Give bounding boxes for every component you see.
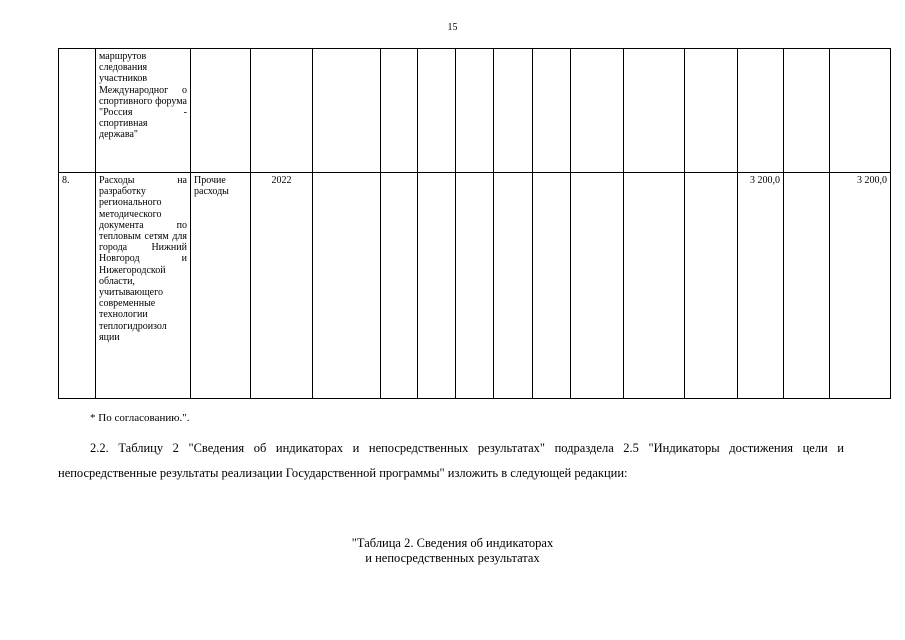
expense-name-cell: маршрутов следования участников Международног о спортивного форума "Россия - спортивная держава": [96, 49, 191, 173]
page-number: 15: [447, 22, 458, 33]
value-cell: [456, 49, 494, 173]
value-cell: [685, 49, 738, 173]
total-cell: 3 200,0: [830, 173, 891, 399]
value-cell: [784, 49, 830, 173]
value-cell: [456, 173, 494, 399]
year-cell: 2022: [251, 173, 313, 399]
body-paragraph: 2.2. Таблицу 2 "Сведения об индикаторах и непосредственных результатах" подраздела 2.5 "Индикаторы достижения цели и непосредственные результаты реализации Государственной программы" изложить в следующей редакции:: [58, 441, 844, 480]
caption-line: "Таблица 2. Сведения об индикаторах: [351, 536, 554, 550]
value-cell: 3 200,0: [738, 173, 784, 399]
value-cell: [313, 173, 381, 399]
table-row: [59, 49, 891, 173]
expense-type-cell: Прочие расходы: [191, 173, 251, 399]
expense-type-cell: [191, 49, 251, 173]
value-cell: [685, 173, 738, 399]
value-cell: [571, 49, 624, 173]
value-cell: [313, 49, 381, 173]
row-number-cell: [59, 49, 96, 173]
value-cell: [381, 49, 418, 173]
value-cell: [533, 173, 571, 399]
footnote: * По согласованию.".: [90, 412, 190, 424]
value-cell: [624, 49, 685, 173]
value-cell: [418, 49, 456, 173]
table-row: [59, 173, 891, 399]
value-cell: [418, 173, 456, 399]
table-caption: [0, 536, 905, 566]
caption-line: и непосредственных результатах: [365, 551, 540, 565]
row-number-cell: 8.: [59, 173, 96, 399]
value-cell: [784, 173, 830, 399]
value-cell: [571, 173, 624, 399]
value-cell: [494, 49, 533, 173]
value-cell: [533, 49, 571, 173]
year-cell: [251, 49, 313, 173]
value-cell: [381, 173, 418, 399]
value-cell: [494, 173, 533, 399]
expenses-table: [58, 48, 891, 399]
value-cell: [624, 173, 685, 399]
total-cell: [830, 49, 891, 173]
expense-name-cell: Расходы на разработку регионального методического документа по тепловым сетям для города Нижний Новгород и Нижегородской области, учитывающего современные технологии теплогидроизол яции: [96, 173, 191, 399]
value-cell: [738, 49, 784, 173]
